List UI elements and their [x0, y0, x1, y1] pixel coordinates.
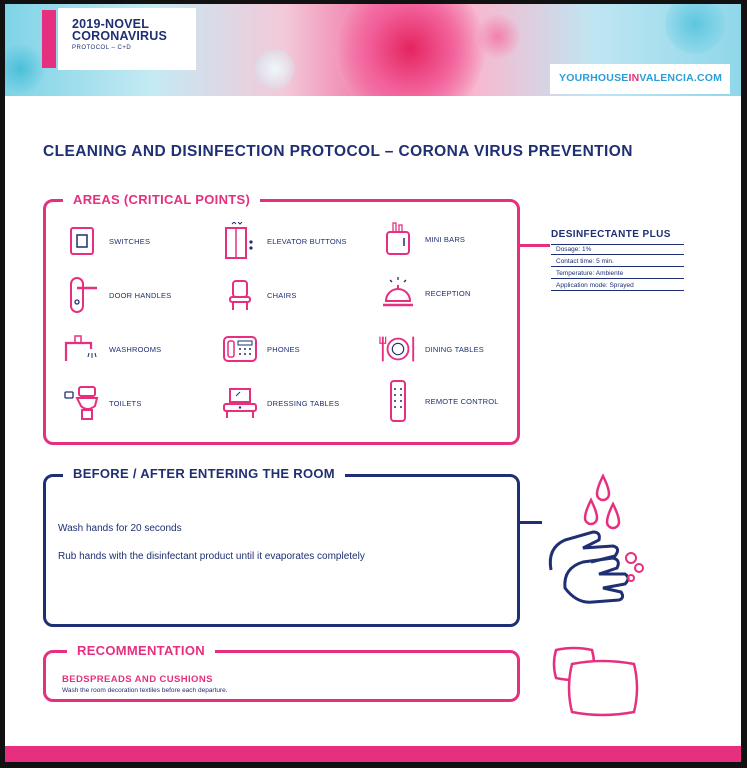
disinfectant-row: Application mode: Sprayed — [551, 281, 684, 291]
title-line2: CORONAVIRUS — [72, 29, 168, 43]
phone-icon — [221, 330, 259, 368]
toilet-icon — [63, 384, 101, 422]
area-item-switches — [63, 222, 150, 260]
area-label: DINING TABLES — [425, 344, 485, 354]
virus-image — [5, 44, 45, 94]
area-label: TOILETS — [109, 398, 142, 408]
recommentation-label: RECOMMENTATION — [67, 643, 215, 658]
before-connector — [520, 521, 542, 524]
disinfectant-title: DESINFECTANTE PLUS — [551, 229, 671, 240]
dresser-icon — [221, 384, 259, 422]
dining-icon — [379, 330, 417, 368]
title-accent — [42, 10, 56, 68]
website-url[interactable] — [550, 64, 730, 94]
area-label: CHAIRS — [267, 290, 297, 300]
instruction-text: Rub hands with the disinfectant product until it evaporates completely — [58, 551, 365, 562]
hand-washing-icon — [543, 470, 653, 620]
area-item-door-handles — [63, 276, 171, 314]
instruction-text: Wash hands for 20 seconds — [58, 523, 182, 534]
infographic-page — [5, 4, 741, 762]
area-item-dining-tables — [379, 330, 484, 368]
disinfectant-row: Dosage: 1% — [551, 245, 684, 255]
area-item-washrooms — [63, 330, 161, 368]
protocol-label: PROTOCOL – C+D — [72, 45, 132, 51]
chair-icon — [221, 276, 259, 314]
area-label: ELEVATOR BUTTONS — [267, 236, 347, 246]
minibar-icon — [379, 220, 417, 258]
url-part: IN — [628, 72, 640, 84]
areas-connector — [520, 244, 550, 247]
recommentation-heading: BEDSPREADS AND CUSHIONS — [62, 674, 213, 685]
area-item-remote-control — [379, 382, 499, 420]
areas-label: AREAS (CRITICAL POINTS) — [63, 192, 260, 207]
title-line1: 2019-NOVEL — [72, 17, 150, 31]
url-part: VALENCIA.COM — [639, 72, 723, 84]
area-item-chairs — [221, 276, 297, 314]
area-label: WASHROOMS — [109, 344, 162, 354]
page-title: CLEANING AND DISINFECTION PROTOCOL – CORONA VIRUS PREVENTION — [43, 143, 633, 160]
area-label: DRESSING TABLES — [267, 398, 340, 408]
area-label: DOOR HANDLES — [109, 290, 172, 300]
remote-control-icon — [379, 382, 417, 420]
area-label: REMOTE CONTROL — [425, 396, 499, 406]
virus-image — [475, 14, 520, 59]
area-item-elevator-buttons — [221, 222, 347, 260]
door-handle-icon — [63, 276, 101, 314]
elevator-icon — [221, 222, 259, 260]
pillows-icon — [550, 644, 645, 722]
area-item-toilets — [63, 384, 142, 422]
disinfectant-row: Temperature: Ambiente — [551, 269, 684, 279]
area-item-mini-bars — [379, 220, 465, 258]
area-label: RECEPTION — [425, 288, 471, 298]
area-item-dressing-tables — [221, 384, 339, 422]
area-label: PHONES — [267, 344, 300, 354]
switch-icon — [63, 222, 101, 260]
reception-bell-icon — [379, 274, 417, 312]
virus-image — [335, 4, 485, 96]
before-after-label: BEFORE / AFTER ENTERING THE ROOM — [63, 466, 345, 481]
footer-bar — [5, 746, 741, 762]
faucet-icon — [63, 330, 101, 368]
area-item-phones — [221, 330, 300, 368]
recommentation-text: Wash the room decoration textiles before each departure. — [62, 687, 228, 694]
virus-image — [255, 49, 295, 89]
area-label: MINI BARS — [425, 234, 466, 244]
title-card — [58, 8, 196, 70]
virus-image — [665, 4, 725, 54]
url-part: YOURHOUSE — [559, 72, 629, 84]
area-item-reception — [379, 274, 471, 312]
disinfectant-row: Contact time: 5 min. — [551, 257, 684, 267]
area-label: SWITCHES — [109, 236, 151, 246]
